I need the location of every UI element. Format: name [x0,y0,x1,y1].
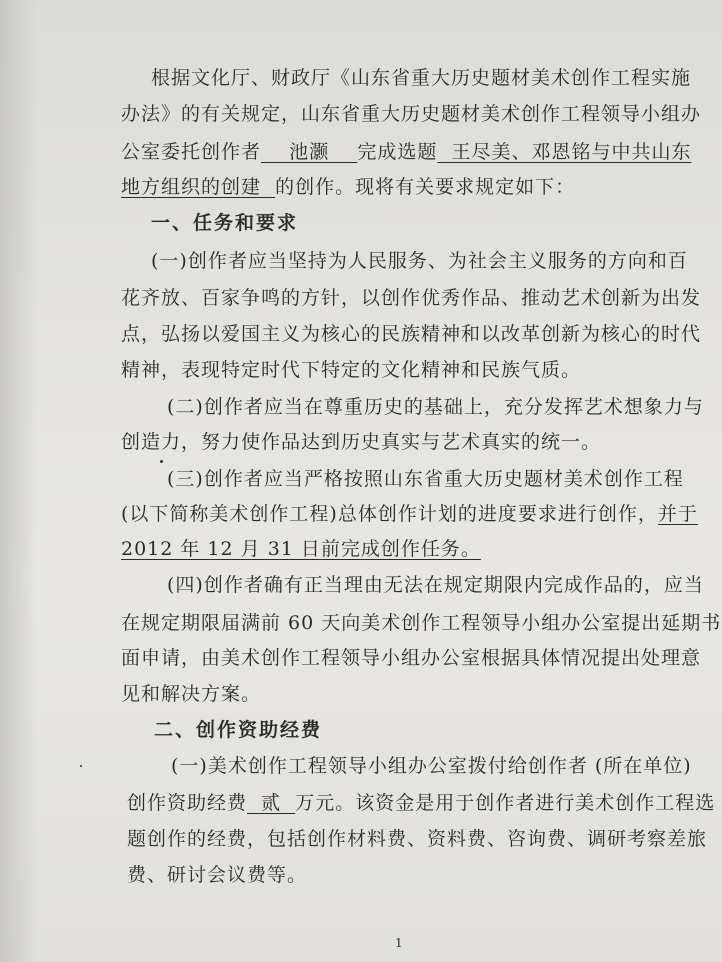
text-segment: 办法》的有关规定，山东省重大历史题材美术创作工程领导小组办 [121,103,702,125]
paragraph-line [121,430,601,454]
paragraph-line [121,175,575,199]
text-segment: 的创作。现将有关要求规定如下： [275,176,576,198]
text-segment: 见和解决方案。 [121,683,262,705]
text-segment: 二、创作资助经费 [154,719,323,741]
paragraph-line [151,66,691,90]
paragraph-line [167,573,704,597]
text-segment: 题创作的经费，包括创作材料费、资料费、咨询费、调研考察差旅 [127,828,708,850]
text-segment: 创造力，努力使作品达到历史真实与艺术真实的统一。 [121,431,602,453]
paragraph-line [167,395,704,419]
stray-mark [160,460,163,463]
paragraph-line [121,286,701,310]
paragraph-line [121,682,261,706]
text-segment: 完成选题 [357,141,438,163]
paragraph-line [121,646,701,670]
paragraph-line [127,827,707,851]
text-segment: (四)创作者确有正当理由无法在规定期限内完成作品的，应当 [167,574,704,596]
text-segment: 创作资助经费 [127,792,248,814]
text-segment: 根据文化厅、财政厅《山东省重大历史题材美术创作工程实施 [151,67,692,89]
page-edge-shadow [0,0,38,962]
underlined-fill-text [261,176,275,198]
text-segment: (一)美术创作工程领导小组办公室拨付给创作者 (所在单位) [171,755,692,777]
text-segment: 万元。该资金是用于创作者进行美术创作工程选 [295,792,716,814]
text-segment: 在规定期限届满前 60 天向美术创作工程领导小组办公室提出延期书 [121,612,722,634]
text-segment: (三)创作者应当严格按照山东省重大历史题材美术创作工程 [167,468,684,490]
underlined-fill-text: 地方组织的创建 [121,176,262,198]
text-segment: 面申请，由美术创作工程领导小组办公室根据具体情况提出处理意 [121,647,702,669]
text-segment: (以下简称美术创作工程)总体创作计划的进度要求进行创作， [121,503,658,525]
text-segment: 费、研讨会议费等。 [127,864,308,886]
page-number: 1 [395,936,403,950]
text-segment: 点，弘扬以爱国主义为核心的民族精神和以改革创新为核心的时代 [121,323,702,345]
paragraph-line [121,537,481,561]
underlined-fill-text: 王尽美、邓恩铭与中共山东 [437,141,692,163]
text-segment: (一)创作者应当坚持为人民服务、为社会主义服务的方向和百 [151,250,688,272]
paragraph-line [121,140,691,164]
underlined-fill-text: 2012 年 12 月 31 日前完成创作任务。 [121,538,481,560]
text-segment: 精神，表现特定时代下特定的文化精神和民族气质。 [121,359,582,381]
paragraph-line [171,754,692,778]
underlined-fill-text: 池灏 [261,141,358,163]
paragraph-line [121,358,581,382]
paragraph-line [167,467,684,491]
text-segment: 一、任务和要求 [151,212,299,234]
stray-mark [80,765,82,767]
section-heading [154,718,322,742]
paragraph-line [121,611,721,635]
text-segment: 花齐放、百家争鸣的方针，以创作优秀作品、推动艺术创新为出发 [121,287,702,309]
paragraph-line [127,863,307,887]
paragraph-line [121,502,698,526]
text-segment: (二)创作者应当在尊重历史的基础上，充分发挥艺术想象力与 [167,396,704,418]
section-heading [151,211,298,235]
paragraph-line [121,102,701,126]
text-segment: 公室委托创作者 [121,141,262,163]
underlined-fill-text: 贰 [247,792,296,814]
paragraph-line [151,249,688,273]
paragraph-line [127,791,715,815]
paragraph-line [121,322,701,346]
underlined-fill-text: 并于 [657,503,698,525]
